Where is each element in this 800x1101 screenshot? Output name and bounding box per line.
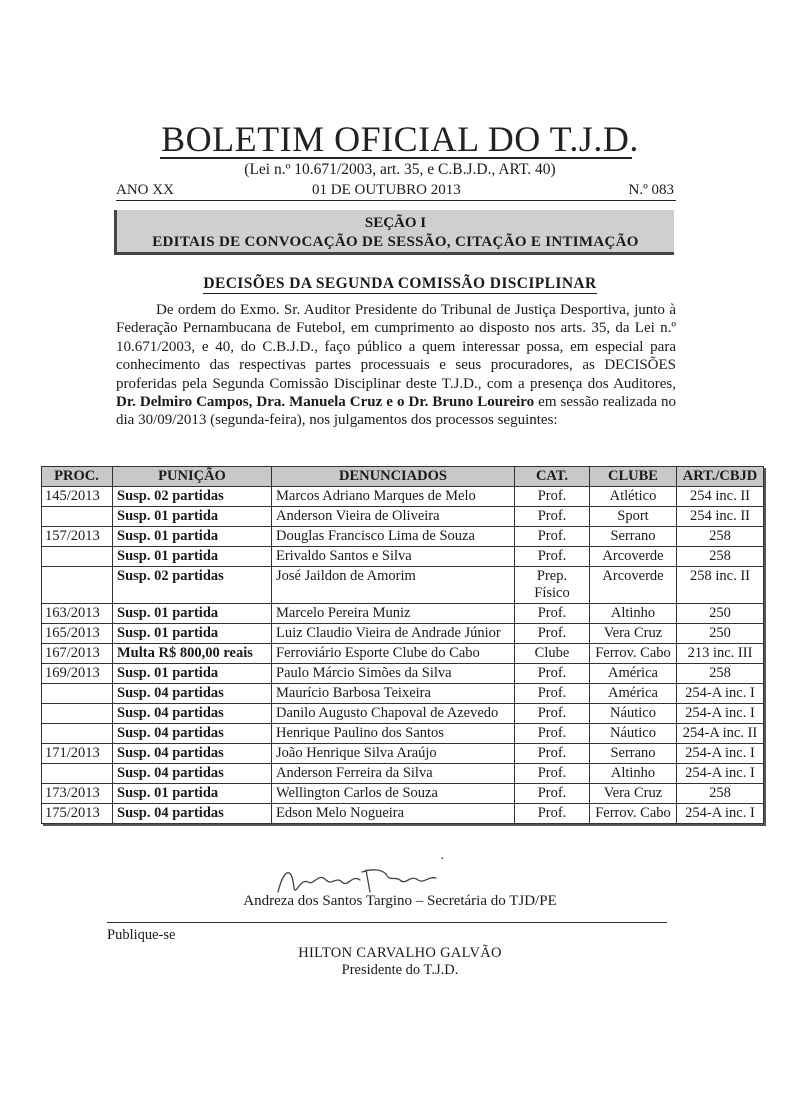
cell-denunciado: Anderson Vieira de Oliveira bbox=[272, 507, 515, 527]
cell-categoria: Prof. bbox=[515, 604, 590, 624]
cell-punicao: Susp. 01 partida bbox=[113, 624, 272, 644]
cell-proc bbox=[42, 724, 113, 744]
cell-proc: 171/2013 bbox=[42, 744, 113, 764]
cell-clube: Arcoverde bbox=[590, 567, 677, 604]
cell-clube: Náutico bbox=[590, 704, 677, 724]
stray-mark: · bbox=[440, 852, 445, 867]
table-row bbox=[42, 804, 764, 824]
cell-punicao: Susp. 01 partida bbox=[113, 784, 272, 804]
president-name: HILTON CARVALHO GALVÃO bbox=[298, 945, 502, 961]
cell-proc: 167/2013 bbox=[42, 644, 113, 664]
table-row bbox=[42, 624, 764, 644]
header-cat: CAT. bbox=[515, 467, 590, 487]
cell-proc: 169/2013 bbox=[42, 664, 113, 684]
cell-clube: Atlético bbox=[590, 487, 677, 507]
cell-proc: 157/2013 bbox=[42, 527, 113, 547]
table-row bbox=[42, 704, 764, 724]
cell-punicao: Susp. 01 partida bbox=[113, 507, 272, 527]
cell-denunciado: Marcelo Pereira Muniz bbox=[272, 604, 515, 624]
table-body bbox=[42, 487, 764, 824]
cell-artigo: 258 bbox=[677, 784, 764, 804]
cell-categoria: Prof. bbox=[515, 664, 590, 684]
bulletin-title: BOLETIM OFICIAL DO T.J.D. bbox=[161, 119, 639, 159]
cell-proc: 173/2013 bbox=[42, 784, 113, 804]
cell-clube: Arcoverde bbox=[590, 547, 677, 567]
signature-line: Andreza dos Santos Targino – Secretária do TJD/PE bbox=[243, 893, 557, 909]
intro-text-end: em sessão realizada no dia 30/09/2013 (segunda-feira), nos julgamentos dos processos seguintes: bbox=[116, 394, 676, 429]
cell-punicao: Susp. 01 partida bbox=[113, 604, 272, 624]
cell-clube: Vera Cruz bbox=[590, 784, 677, 804]
cell-categoria: Prof. bbox=[515, 744, 590, 764]
cell-categoria: Prep. Físico bbox=[515, 567, 590, 604]
table-row bbox=[42, 664, 764, 684]
cell-artigo: 254 inc. II bbox=[677, 507, 764, 527]
cell-proc: 175/2013 bbox=[42, 804, 113, 824]
cell-categoria: Prof. bbox=[515, 704, 590, 724]
cell-punicao: Susp. 04 partidas bbox=[113, 704, 272, 724]
auditors-names: Dr. Delmiro Campos, Dra. Manuela Cruz e o Dr. Bruno Loureiro bbox=[116, 394, 535, 411]
cell-categoria: Prof. bbox=[515, 527, 590, 547]
cell-denunciado: João Henrique Silva Araújo bbox=[272, 744, 515, 764]
cell-artigo: 250 bbox=[677, 624, 764, 644]
cell-clube: Altinho bbox=[590, 604, 677, 624]
president-title: Presidente do T.J.D. bbox=[341, 962, 459, 978]
cell-artigo: 250 bbox=[677, 604, 764, 624]
cell-clube: Ferrov. Cabo bbox=[590, 644, 677, 664]
cell-artigo: 258 inc. II bbox=[677, 567, 764, 604]
cell-artigo: 254-A inc. I bbox=[677, 704, 764, 724]
title-underline bbox=[160, 157, 632, 159]
cell-denunciado: Edson Melo Nogueira bbox=[272, 804, 515, 824]
cell-denunciado: Wellington Carlos de Souza bbox=[272, 784, 515, 804]
cell-proc bbox=[42, 684, 113, 704]
cell-artigo: 254-A inc. II bbox=[677, 724, 764, 744]
cell-proc bbox=[42, 547, 113, 567]
table-row bbox=[42, 507, 764, 527]
issue-info-rule bbox=[116, 200, 676, 201]
header-clube: CLUBE bbox=[590, 467, 677, 487]
cell-clube: Altinho bbox=[590, 764, 677, 784]
header-denunciados: DENUNCIADOS bbox=[272, 467, 515, 487]
cell-denunciado: Danilo Augusto Chapoval de Azevedo bbox=[272, 704, 515, 724]
cell-artigo: 213 inc. III bbox=[677, 644, 764, 664]
cell-denunciado: José Jaildon de Amorim bbox=[272, 567, 515, 604]
cell-clube: Vera Cruz bbox=[590, 624, 677, 644]
cell-punicao: Susp. 01 partida bbox=[113, 664, 272, 684]
table-row bbox=[42, 567, 764, 604]
intro-paragraph bbox=[116, 301, 676, 430]
issue-date: 01 DE OUTUBRO 2013 bbox=[312, 182, 461, 198]
section-banner bbox=[114, 210, 674, 255]
cell-denunciado: Erivaldo Santos e Silva bbox=[272, 547, 515, 567]
table-row bbox=[42, 724, 764, 744]
cell-categoria: Prof. bbox=[515, 764, 590, 784]
cell-categoria: Prof. bbox=[515, 684, 590, 704]
publique-rule bbox=[107, 922, 667, 923]
cell-proc: 163/2013 bbox=[42, 604, 113, 624]
cell-artigo: 258 bbox=[677, 664, 764, 684]
cell-artigo: 254-A inc. I bbox=[677, 764, 764, 784]
cell-punicao: Susp. 04 partidas bbox=[113, 684, 272, 704]
cell-clube: Sport bbox=[590, 507, 677, 527]
cell-proc: 165/2013 bbox=[42, 624, 113, 644]
publique-se-label: Publique-se bbox=[107, 927, 176, 943]
cell-punicao: Susp. 04 partidas bbox=[113, 724, 272, 744]
cell-categoria: Prof. bbox=[515, 724, 590, 744]
cell-categoria: Clube bbox=[515, 644, 590, 664]
cell-punicao: Susp. 01 partida bbox=[113, 527, 272, 547]
table-row bbox=[42, 744, 764, 764]
table-row bbox=[42, 487, 764, 507]
table-row bbox=[42, 604, 764, 624]
cell-artigo: 254-A inc. I bbox=[677, 744, 764, 764]
cell-punicao: Susp. 02 partidas bbox=[113, 567, 272, 604]
cell-clube: Ferrov. Cabo bbox=[590, 804, 677, 824]
cell-punicao: Susp. 01 partida bbox=[113, 547, 272, 567]
issue-year: ANO XX bbox=[116, 182, 174, 198]
cell-clube: América bbox=[590, 684, 677, 704]
intro-text-start: De ordem do Exmo. Sr. Auditor Presidente do Tribunal de Justiça Desportiva, junto à Federação Pernambucana de Futebol, em cumprimento ao disposto nos arts. 35, da Lei n.º 10.671/2003, e 40, do C.B.J.D., faço público a quem interessar possa, em especial para conhecimento das respectivas partes processuais e seus procuradores, as DECISÕES proferidas pela Segunda Comissão Disciplinar deste T.J.D., com a presença dos Auditores, bbox=[116, 302, 676, 392]
cell-categoria: Prof. bbox=[515, 507, 590, 527]
section-subtitle: EDITAIS DE CONVOCAÇÃO DE SESSÃO, CITAÇÃO E INTIMAÇÃO bbox=[152, 234, 639, 250]
cell-artigo: 258 bbox=[677, 527, 764, 547]
cell-denunciado: Luiz Claudio Vieira de Andrade Júnior bbox=[272, 624, 515, 644]
cell-proc bbox=[42, 704, 113, 724]
table-row bbox=[42, 784, 764, 804]
header-punicao: PUNIÇÃO bbox=[113, 467, 272, 487]
table-row bbox=[42, 547, 764, 567]
cell-categoria: Prof. bbox=[515, 487, 590, 507]
header-art: ART./CBJD bbox=[677, 467, 764, 487]
table-row bbox=[42, 764, 764, 784]
issue-number: N.º 083 bbox=[628, 182, 674, 198]
cell-denunciado: Douglas Francisco Lima de Souza bbox=[272, 527, 515, 547]
cell-categoria: Prof. bbox=[515, 784, 590, 804]
cell-clube: Serrano bbox=[590, 744, 677, 764]
cell-punicao: Susp. 02 partidas bbox=[113, 487, 272, 507]
cell-artigo: 258 bbox=[677, 547, 764, 567]
cell-proc bbox=[42, 507, 113, 527]
cell-punicao: Multa R$ 800,00 reais bbox=[113, 644, 272, 664]
section-title: SEÇÃO I bbox=[364, 215, 427, 231]
cell-proc: 145/2013 bbox=[42, 487, 113, 507]
cell-punicao: Susp. 04 partidas bbox=[113, 744, 272, 764]
cell-categoria: Prof. bbox=[515, 547, 590, 567]
cell-artigo: 254-A inc. I bbox=[677, 684, 764, 704]
cell-denunciado: Maurício Barbosa Teixeira bbox=[272, 684, 515, 704]
table-row bbox=[42, 527, 764, 547]
bulletin-subtitle: (Lei n.º 10.671/2003, art. 35, e C.B.J.D., ART. 40) bbox=[244, 161, 556, 178]
cell-denunciado: Henrique Paulino dos Santos bbox=[272, 724, 515, 744]
cell-denunciado: Anderson Ferreira da Silva bbox=[272, 764, 515, 784]
cell-proc bbox=[42, 764, 113, 784]
issue-info-row bbox=[116, 182, 676, 200]
decisions-heading-text: DECISÕES DA SEGUNDA COMISSÃO DISCIPLINAR bbox=[203, 275, 597, 292]
cell-artigo: 254 inc. II bbox=[677, 487, 764, 507]
cell-proc bbox=[42, 567, 113, 604]
table-row bbox=[42, 644, 764, 664]
cell-categoria: Prof. bbox=[515, 624, 590, 644]
decisions-table bbox=[41, 466, 764, 824]
cell-categoria: Prof. bbox=[515, 804, 590, 824]
cell-clube: Serrano bbox=[590, 527, 677, 547]
table-row bbox=[42, 684, 764, 704]
decisions-heading bbox=[0, 275, 800, 293]
cell-punicao: Susp. 04 partidas bbox=[113, 804, 272, 824]
header-proc: PROC. bbox=[42, 467, 113, 487]
cell-denunciado: Marcos Adriano Marques de Melo bbox=[272, 487, 515, 507]
cell-punicao: Susp. 04 partidas bbox=[113, 764, 272, 784]
cell-artigo: 254-A inc. I bbox=[677, 804, 764, 824]
cell-clube: América bbox=[590, 664, 677, 684]
table-header-row bbox=[42, 467, 764, 487]
cell-denunciado: Paulo Márcio Simões da Silva bbox=[272, 664, 515, 684]
cell-denunciado: Ferroviário Esporte Clube do Cabo bbox=[272, 644, 515, 664]
cell-clube: Náutico bbox=[590, 724, 677, 744]
